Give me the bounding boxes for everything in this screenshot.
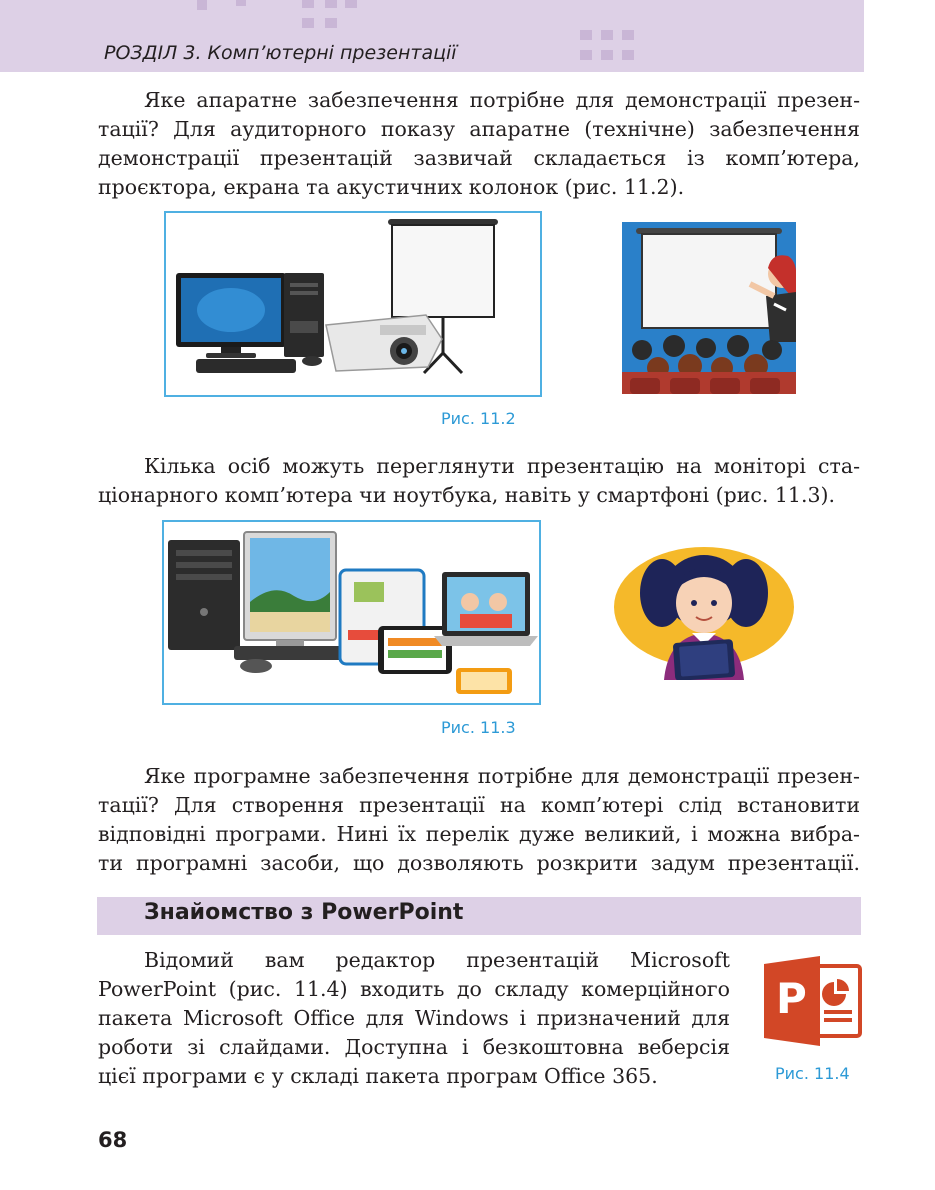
powerpoint-letter: P xyxy=(776,974,807,1023)
decor-pixel xyxy=(197,0,207,10)
powerpoint-icon xyxy=(764,956,862,1046)
text-line: Яке програмне забезпечення потрібне для демонстрації презен- xyxy=(144,764,860,788)
decor-pixel xyxy=(580,50,592,60)
presenter-illustration xyxy=(622,222,796,394)
decor-pixel xyxy=(345,0,357,8)
text-line: тації? Для створення презентації на комп’ютері слід встановити xyxy=(98,793,860,817)
text-line: ціонарного комп’ютера чи ноутбука, навіть у смартфоні (рис. 11.3). xyxy=(98,483,836,507)
text-line: демонстрації презентацій зазвичай складається із комп’ютера, xyxy=(98,146,860,170)
text-line: Яке апаратне забезпечення потрібне для демонстрації презен- xyxy=(144,88,860,112)
figure-11-2-frame xyxy=(164,211,542,397)
decor-pixel xyxy=(622,30,634,40)
decor-pixel xyxy=(302,0,314,8)
text-line: ти програмні засоби, що дозволяють розкрити задум презентації. xyxy=(98,851,860,875)
paragraph-powerpoint xyxy=(98,946,730,1091)
figure-11-4-caption: Рис. 11.4 xyxy=(775,1064,850,1083)
paragraph-software xyxy=(98,762,860,878)
decor-pixel xyxy=(601,50,613,60)
decor-pixel xyxy=(580,30,592,40)
decor-pixel xyxy=(236,0,246,6)
decor-pixel xyxy=(622,50,634,60)
girl-with-tablet-illustration xyxy=(612,545,796,680)
page-number: 68 xyxy=(98,1128,128,1152)
text-line: відповідні програми. Нині їх перелік дуже великий, і можна вибра- xyxy=(98,822,860,846)
decor-pixel xyxy=(325,18,337,28)
paragraph-devices xyxy=(98,452,860,510)
text-line: цієї програми є у складі пакета програм Office 365. xyxy=(98,1064,658,1088)
devices-image xyxy=(164,522,539,703)
decor-pixel xyxy=(325,0,337,8)
text-line: Відомий вам редактор презентацій Microsoft xyxy=(144,948,730,972)
paragraph-hardware xyxy=(98,86,860,202)
figure-11-2-caption: Рис. 11.2 xyxy=(441,409,516,428)
figure-11-3-caption: Рис. 11.3 xyxy=(441,718,516,737)
text-line: пакета Microsoft Office для Windows і призначений для xyxy=(98,1006,730,1030)
text-line: PowerPoint (рис. 11.4) входить до складу комерційного xyxy=(98,977,730,1001)
section-title: Знайомство з PowerPoint xyxy=(144,900,464,925)
decor-pixel xyxy=(302,18,314,28)
text-line: роботи зі слайдами. Доступна і безкоштовна веберсія xyxy=(98,1035,730,1059)
text-line: проєктора, екрана та акустичних колонок (рис. 11.2). xyxy=(98,175,685,199)
computer-projector-screen-image xyxy=(166,213,540,395)
text-line: тації? Для аудиторного показу апаратне (технічне) забезпечення xyxy=(98,117,860,141)
decor-pixel xyxy=(601,30,613,40)
chapter-title: РОЗДІЛ 3. Комп’ютерні презентації xyxy=(104,42,457,64)
figure-11-3-frame xyxy=(162,520,541,705)
text-line: Кілька осіб можуть переглянути презентацію на моніторі ста- xyxy=(144,454,860,478)
